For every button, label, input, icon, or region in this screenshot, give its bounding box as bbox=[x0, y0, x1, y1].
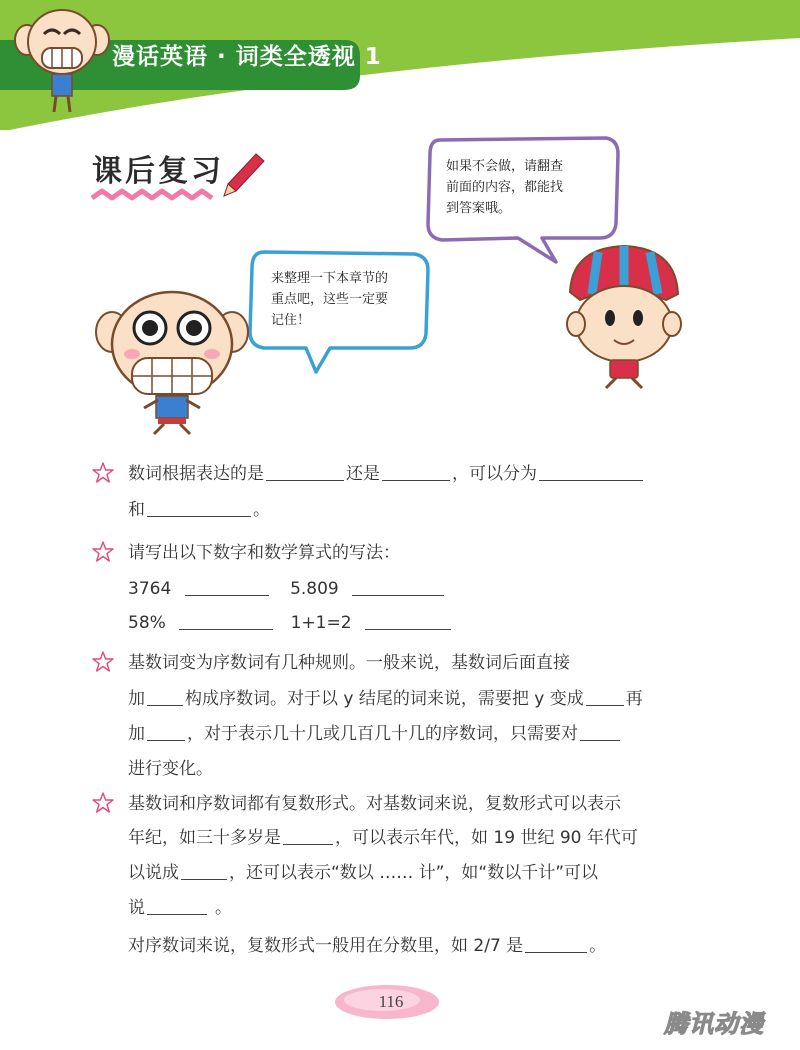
answer-blank[interactable] bbox=[586, 687, 624, 706]
answer-blank[interactable] bbox=[147, 498, 251, 517]
star-icon bbox=[92, 462, 114, 484]
page-header bbox=[0, 0, 800, 130]
question-text: 再 bbox=[625, 689, 643, 709]
question-2-line-2 bbox=[128, 577, 688, 601]
question-text: 基数词和序数词都有复数形式。对基数词来说，复数形式可以表示 bbox=[128, 794, 621, 814]
answer-blank[interactable] bbox=[539, 462, 643, 481]
question-text: 数词根据表达的是 bbox=[128, 464, 264, 484]
question-4-line-5 bbox=[128, 934, 688, 958]
number-prompt: 5.809 bbox=[290, 579, 339, 599]
question-1-line-2 bbox=[128, 498, 688, 522]
wavy-underline bbox=[92, 191, 212, 198]
question-text: ，对于表示几十几或几百几十几的序数词，只需要对 bbox=[187, 724, 578, 744]
question-3-line-3 bbox=[128, 722, 688, 746]
answer-blank[interactable] bbox=[580, 722, 620, 741]
question-text: 加 bbox=[128, 724, 145, 744]
star-icon bbox=[92, 541, 114, 563]
bubble-left-line: 来整理一下本章节的 bbox=[271, 271, 389, 286]
left-character bbox=[92, 288, 252, 438]
answer-blank[interactable] bbox=[147, 687, 183, 706]
answer-blank[interactable] bbox=[525, 934, 587, 953]
number-prompt: 3764 bbox=[128, 579, 172, 599]
answer-blank[interactable] bbox=[382, 462, 450, 481]
question-1-line-1 bbox=[128, 462, 688, 486]
speech-bubble-right-text bbox=[446, 156, 563, 219]
answer-blank[interactable] bbox=[352, 577, 444, 596]
question-4-line-3 bbox=[128, 861, 688, 885]
question-text: 。 bbox=[215, 898, 232, 918]
question-4-line-2 bbox=[128, 826, 688, 850]
question-2-line-3 bbox=[128, 611, 688, 635]
bubble-left-line: 重点吧，这些一定要 bbox=[271, 292, 389, 307]
star-icon bbox=[92, 651, 114, 673]
question-text: 请写出以下数字和数学算式的写法： bbox=[128, 543, 400, 563]
question-text: ，可以分为 bbox=[452, 464, 537, 484]
question-text: 年纪，如三十多岁是 bbox=[128, 828, 281, 848]
answer-blank[interactable] bbox=[179, 611, 273, 630]
number-prompt: 58% bbox=[128, 613, 166, 633]
book-title: 漫话英语 · 词类全透视 1 bbox=[112, 44, 382, 70]
question-2-line-1 bbox=[128, 541, 688, 565]
bubble-right-line: 前面的内容，都能找 bbox=[446, 180, 564, 195]
title-decoration bbox=[88, 140, 278, 220]
page-number: 116 bbox=[378, 992, 404, 1011]
section-title: 课后复习 bbox=[92, 154, 224, 189]
pencil-icon bbox=[224, 154, 264, 196]
question-text: 。 bbox=[253, 500, 270, 520]
bubble-right-line: 到答案哦。 bbox=[446, 201, 512, 216]
question-3-line-1 bbox=[128, 651, 688, 675]
watermark-logo: 腾讯动漫 bbox=[664, 1010, 764, 1038]
answer-blank[interactable] bbox=[147, 722, 185, 741]
question-text: 和 bbox=[128, 500, 145, 520]
question-4-line-1 bbox=[128, 792, 688, 816]
star-icon bbox=[92, 792, 114, 814]
bubble-left-line: 记住！ bbox=[271, 313, 311, 328]
question-text: 对序数词来说，复数形式一般用在分数里，如 2/7 是 bbox=[128, 936, 524, 956]
question-text: 进行变化。 bbox=[128, 759, 213, 779]
question-text: ，还可以表示“数以 …… 计”，如“数以千计”可以 bbox=[229, 863, 599, 883]
question-text: 还是 bbox=[346, 464, 380, 484]
question-text: 说 bbox=[128, 898, 145, 918]
question-text: 以说成 bbox=[128, 863, 179, 883]
speech-bubble-left-text bbox=[271, 268, 388, 331]
question-text: 构成序数词。对于以 y 结尾的词来说，需要把 y 变成 bbox=[185, 689, 584, 709]
answer-blank[interactable] bbox=[147, 896, 207, 915]
answer-blank[interactable] bbox=[365, 611, 451, 630]
question-3-line-4 bbox=[128, 757, 688, 781]
bubble-right-line: 如果不会做，请翻查 bbox=[446, 159, 564, 174]
question-text: 加 bbox=[128, 689, 145, 709]
question-4-line-4 bbox=[128, 896, 688, 920]
right-character bbox=[558, 242, 688, 392]
question-text: 基数词变为序数词有几种规则。一般来说，基数词后面直接 bbox=[128, 653, 570, 673]
answer-blank[interactable] bbox=[181, 861, 227, 880]
number-prompt: 1+1=2 bbox=[290, 613, 352, 633]
question-text: ，可以表示年代，如 19 世纪 90 年代可 bbox=[335, 828, 638, 848]
answer-blank[interactable] bbox=[185, 577, 269, 596]
question-text: 。 bbox=[589, 936, 607, 956]
answer-blank[interactable] bbox=[266, 462, 344, 481]
question-3-line-2 bbox=[128, 687, 688, 711]
answer-blank[interactable] bbox=[283, 826, 333, 845]
